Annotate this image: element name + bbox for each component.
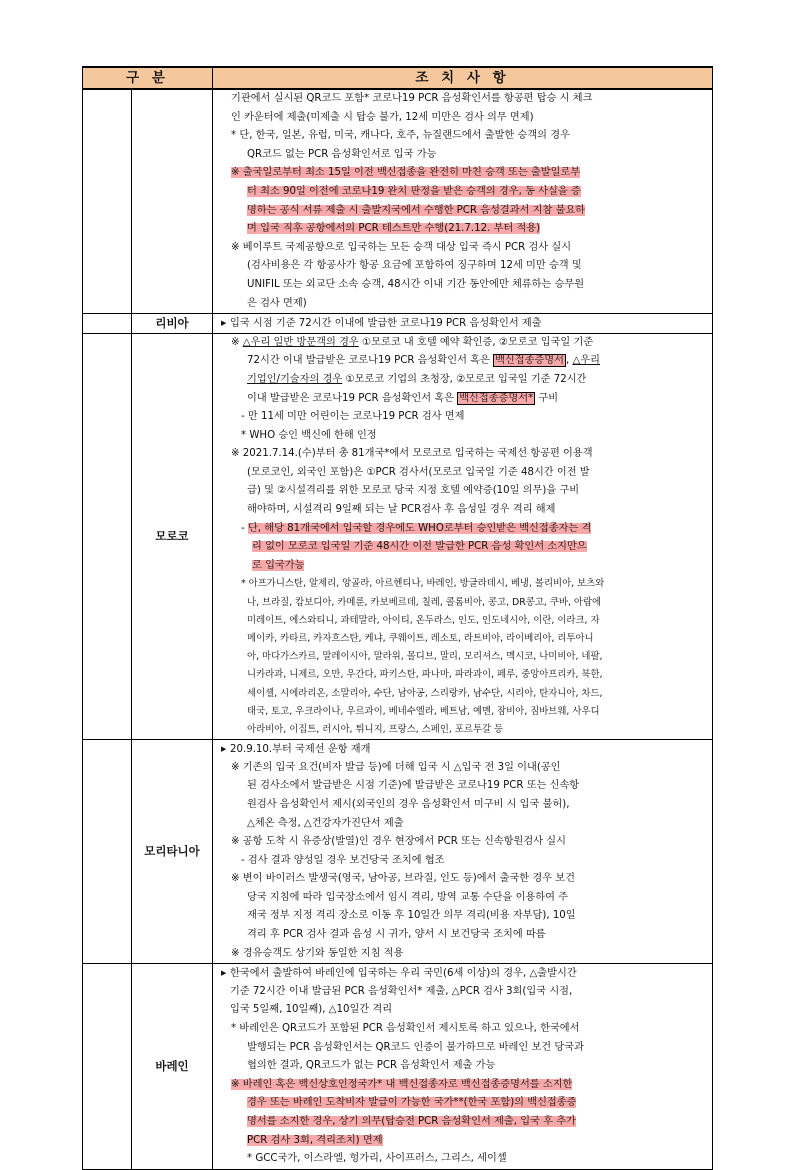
text-line: 협의한 결과, QR코드가 없는 PCR 음성확인서 제출 가능	[247, 1060, 496, 1072]
underlined-text: △우리 일반 방문객의 경우	[242, 336, 359, 348]
country-list-line: 나, 브라질, 캄보디아, 카메룬, 카보베르데, 칠레, 콜롬비아, 콩고, DR콩고, 쿠바, 아랍에	[247, 596, 602, 608]
highlight-text: 터 최소 90일 이전에 코로나19 완치 판정을 받은 승객의 경우, 동 사실을 증	[247, 185, 581, 197]
region-cell	[83, 314, 132, 334]
region-cell	[83, 333, 132, 739]
text-line: △체온 측정, △건강자가진단서 제출	[247, 817, 404, 829]
text-span: 72시간 이내 발급받은 코로나19 PCR 음성확인서 혹은	[247, 355, 494, 367]
text-line: 한국에서 출발하여 바레인에 입국하는 우리 국민(6세 이상)의 경우, △출발시간	[230, 968, 577, 980]
text-line: 재국 정부 지정 격리 장소로 이동 후 10일간 의무 격리(비용 자부담), 10일	[247, 910, 576, 922]
table-row-morocco	[83, 333, 713, 739]
text-line: 발행되는 PCR 음성확인서는 QR코드 인증이 불가하므로 바레인 보건 당국과	[247, 1041, 584, 1053]
text-line: (검사비용은 각 항공사가 항공 요금에 포함하여 징구하며 12세 미만 승객 및	[247, 260, 582, 272]
text-line: 된 검사소에서 발급받은 시점 기준)에 발급받은 코로나19 PCR 또는 신속항	[247, 780, 580, 792]
text-line: UNIFIL 또는 외교단 소속 승객, 48시간 이내 기간 동안에만 체류하는 승무원	[247, 278, 585, 290]
table-row-bahrain	[83, 964, 713, 1170]
region-cell	[83, 89, 132, 314]
text-line: ※ 기존의 입국 요건(비자 발급 등)에 더해 입국 시 △입국 전 3일 이내(공인	[231, 761, 561, 773]
text-line: 격리 후 PCR 검사 결과 음성 시 귀가, 양서 시 보건당국 조치에 따름	[247, 929, 546, 941]
text-line: (모로코인, 외국인 포함)은 ①PCR 검사서(모로코 입국일 기준 48시간 이전 발	[247, 466, 590, 478]
text-span: 구비	[535, 392, 559, 404]
text-line: * 단, 한국, 일본, 유럽, 미국, 캐나다, 호주, 뉴질랜드에서 출발한 승객의 경우	[231, 130, 570, 142]
header-measures: 조 치 사 항	[213, 67, 713, 89]
text-line: * GCC국가, 이스라엘, 헝가리, 사이프러스, 그리스, 세이셸	[247, 1153, 507, 1165]
measure-cell	[213, 333, 713, 739]
text-line: 기준 72시간 이내 발급된 PCR 음성확인서* 제출, △PCR 검사 3회(입국 시점,	[230, 985, 573, 997]
highlight-text: ※ 출국일로부터 최소 15일 이전 백신접종을 완전히 마친 승객 또는 출발일로부	[231, 167, 581, 179]
text-line: 당국 지침에 따라 입국장소에서 임시 격리, 방역 교통 수단을 이용하여 주	[247, 891, 569, 903]
country-mauritania: 모리타니아	[132, 740, 213, 964]
text-line: 기관에서 실시된 QR코드 포함* 코로나19 PCR 음성확인서를 항공편 탑승 시 체크	[231, 93, 593, 104]
highlight-text: 경우 또는 바레인 도착비자 발급이 가능한 국가**(한국 포함)의 백신접종증	[247, 1097, 577, 1109]
text-line: - 만 11세 미만 어린이는 코로나19 PCR 검사 면제	[241, 411, 465, 423]
bullet-triangle-icon: ▶	[221, 319, 227, 328]
text-line: 인 카운터에 제출(미제출 시 탑승 불가, 12세 미만은 검사 의무 면제)	[231, 111, 534, 123]
text-line: 은 검사 면제)	[247, 297, 307, 309]
boxed-highlight-text: 백신접종증명서*	[459, 392, 534, 404]
table-row-mauritania	[83, 740, 713, 964]
highlight-text: PCR 검사 3회, 격리조치) 면제	[247, 1134, 383, 1146]
measure-cell	[213, 314, 713, 334]
text-line: 급) 및 ②시설격리를 위한 모로코 당국 지정 호텔 예약증(10일 의무)을 구비	[247, 485, 580, 497]
text-span: ※	[231, 336, 243, 348]
text-line: ※ 공항 도착 시 유증상(발열)인 경우 현장에서 PCR 또는 신속항원검사 실시	[231, 836, 566, 848]
country-list-line: 아, 마다가스카르, 말레이시아, 말라위, 몰디브, 말리, 모리셔스, 멕시코, 나미비아, 네팔,	[247, 651, 603, 663]
highlight-text: 리 없이 모로코 입국일 기준 48시간 이전 발급한 PCR 음성 확인서 소지만으	[252, 541, 587, 553]
underlined-text: △우리	[572, 355, 600, 367]
country-list-line: 세이셸, 시에라리온, 소말리아, 수단, 남아공, 스리랑카, 남수단, 시리아, 탄자니아, 차드,	[247, 687, 603, 699]
country-morocco: 모로코	[132, 333, 213, 739]
region-cell	[83, 740, 132, 964]
country-list-line: 아라비아, 이집트, 러시아, 튀니지, 프랑스, 스페인, 포르투갈 등	[247, 723, 504, 735]
country-list-line: 메이카, 카타르, 카자흐스탄, 케냐, 쿠웨이트, 레소토, 라트비아, 라이베리아, 리투아니	[247, 633, 594, 644]
table-row-libya	[83, 314, 713, 334]
text-span: ,	[565, 355, 573, 367]
text-line: 입국 시점 기준 72시간 이내에 발급한 코로나19 PCR 음성확인서 제출	[230, 318, 542, 330]
highlight-text: 명하는 공식 서류 제출 시 출발지국에서 수행한 PCR 음성결과서 지참 불요하	[247, 204, 586, 216]
text-line: 20.9.10.부터 국제선 운항 재개	[230, 744, 371, 756]
highlight-text: 며 입국 직후 공항에서의 PCR 테스트만 수행(21.7.12. 부터 적용)	[247, 223, 541, 235]
measure-cell	[213, 964, 713, 1170]
text-line: ※ 2021.7.14.(수)부터 총 81개국*에서 모로코로 입국하는 국제선 항공편 이용객	[231, 448, 593, 460]
text-line: ※ 변이 바이러스 발생국(영국, 남아공, 브라질, 인도 등)에서 출국한 경우 보건	[231, 873, 575, 885]
country-list-line: 미레이트, 에스와티니, 과테말라, 아이티, 온두라스, 인도, 인도네시아, 이란, 이라크, 자	[247, 614, 600, 626]
country-list-line: 니카라과, 니제르, 오만, 우간다, 파키스탄, 파나마, 파라과이, 페루, 중앙아프리카, 북한,	[247, 669, 603, 681]
text-line: * 바레인은 QR코드가 포함된 PCR 음성확인서 제시토록 하고 있으나, 한국에서	[231, 1023, 580, 1035]
highlight-text: 로 입국가능	[252, 559, 305, 571]
bullet-triangle-icon: ▶	[221, 969, 227, 978]
text-line: QR코드 없는 PCR 음성확인서로 입국 가능	[247, 148, 437, 160]
country-list-line: * 아프가니스탄, 알제리, 앙골라, 아르헨티나, 바레인, 방글라데시, 베냉, 볼리비아, 보츠와	[241, 578, 605, 590]
underlined-text: 기업인/기술자의 경우	[247, 373, 343, 385]
text-line: 입국 5일째, 10일째), △10일간 격리	[230, 1004, 393, 1016]
table-header-row	[83, 67, 713, 89]
text-span: -	[241, 522, 248, 534]
country-list-line: 태국, 토고, 우크라이나, 우르과이, 베네수엘라, 베트남, 예멘, 잠비아, 짐바브웨, 사우디	[247, 705, 600, 717]
country-libya: 리비아	[132, 314, 213, 334]
highlight-text: 단, 해당 81개국에서 입국할 경우에도 WHO로부터 승인받은 백신접종자는 격	[247, 522, 592, 534]
boxed-highlight-text: 백신접종증명서	[495, 355, 564, 367]
text-line: 해야하며, 시설격리 9일째 되는 날 PCR검사 후 음성일 경우 격리 해제	[247, 504, 556, 516]
bullet-triangle-icon: ▶	[221, 745, 227, 754]
country-bahrain: 바레인	[132, 964, 213, 1170]
country-cell	[132, 89, 213, 314]
highlight-text: ※ 바레인 혹은 백신상호인정국가* 내 백신접종자로 백신접종증명서를 소지한	[231, 1078, 573, 1090]
highlight-text: 명서를 소지한 경우, 상기 의무(탑승전 PCR 음성확인서 제출, 입국 후 추가	[247, 1116, 576, 1127]
header-category: 구 분	[83, 67, 213, 89]
table-row	[83, 89, 713, 314]
text-line: ※ 경유승객도 상기와 동일한 지침 적용	[231, 947, 404, 959]
text-span: ①모로코 내 호텔 예약 확인증, ②모로코 입국일 기준	[358, 336, 594, 348]
text-span: ①모로코 기업의 초청장, ②모로코 입국일 기준 72시간	[342, 373, 587, 385]
region-cell	[83, 964, 132, 1170]
text-line: * WHO 승인 백신에 한해 인정	[241, 429, 377, 441]
text-line: 원검사 음성확인서 제시(외국인의 경우 음성확인서 미구비 시 입국 불허),	[247, 798, 570, 810]
text-span: 이내 발급받은 코로나19 PCR 음성확인서 혹은	[247, 392, 458, 404]
text-line: - 검사 결과 양성일 경우 보건당국 조치에 협조	[241, 854, 445, 866]
measure-cell	[213, 89, 713, 314]
measure-cell	[213, 740, 713, 964]
measures-table	[82, 66, 713, 1170]
text-line: ※ 베이루트 국제공항으로 입국하는 모든 승객 대상 입국 즉시 PCR 검사 실시	[231, 241, 572, 253]
